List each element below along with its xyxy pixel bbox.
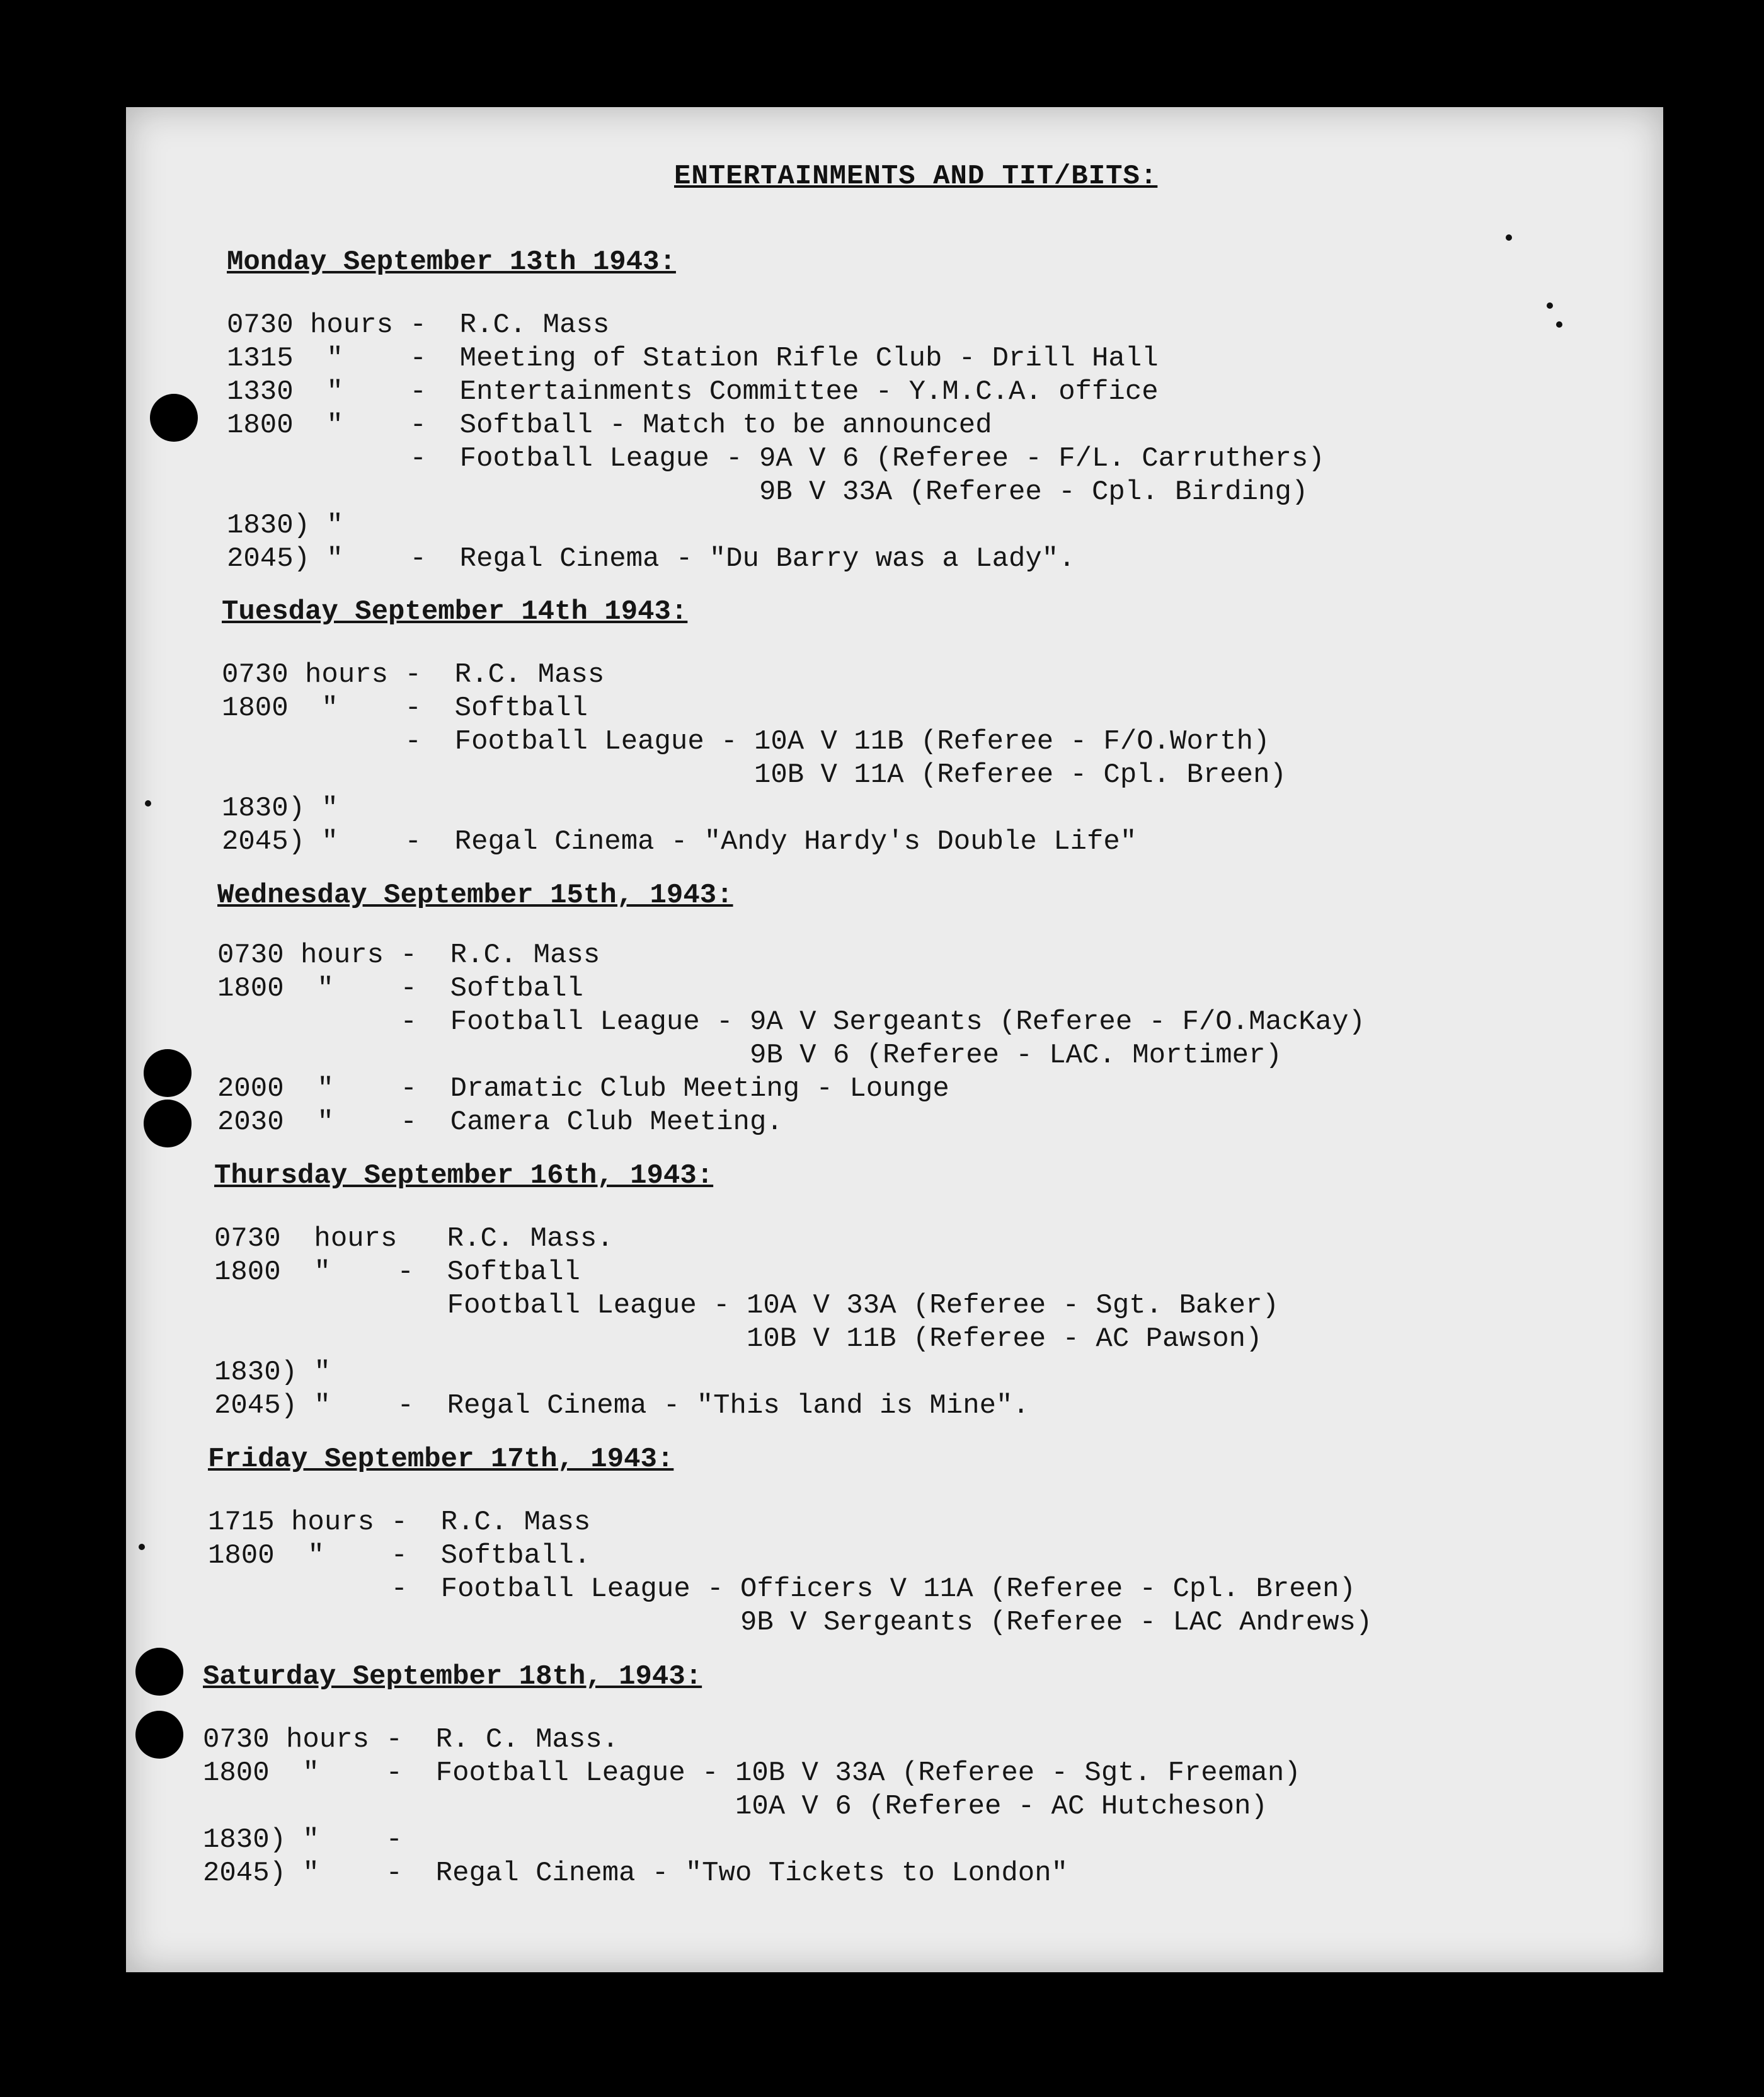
schedule-line: 1800 " - Softball. (208, 1540, 591, 1571)
punch-hole (150, 394, 198, 442)
schedule-line: 1800 " - Softball (214, 1256, 580, 1288)
schedule-line: 1800 " - Softball - Match to be announced (227, 410, 992, 441)
schedule-line: - Football League - 9A V Sergeants (Referee - F/O.MacKay) (217, 1006, 1365, 1038)
schedule-line: 0730 hours R.C. Mass. (214, 1223, 614, 1255)
speck (1556, 321, 1562, 328)
schedule-line: 10A V 6 (Referee - AC Hutcheson) (203, 1791, 1268, 1822)
schedule-line: 1800 " - Softball (217, 973, 583, 1004)
schedule-line: 2030 " - Camera Club Meeting. (217, 1106, 783, 1138)
schedule-line: 9B V 6 (Referee - LAC. Mortimer) (217, 1040, 1282, 1071)
schedule-line: 1315 " - Meeting of Station Rifle Club - Drill Hall (227, 343, 1159, 374)
schedule-line: - Football League - 9A V 6 (Referee - F/L. Carruthers) (227, 443, 1325, 474)
schedule-line: 2045) " - Regal Cinema - "Du Barry was a Lady". (227, 543, 1075, 575)
schedule-line: 2000 " - Dramatic Club Meeting - Lounge (217, 1073, 949, 1105)
schedule-line: 1330 " - Entertainments Committee - Y.M.C.A. office (227, 376, 1159, 408)
day-heading-thursday: Thursday September 16th, 1943: (214, 1160, 714, 1192)
schedule-line: 1800 " - Softball (222, 692, 588, 724)
day-heading-saturday: Saturday September 18th, 1943: (203, 1661, 702, 1692)
schedule-line: - Football League - 10A V 11B (Referee - F/O.Worth) (222, 726, 1270, 757)
schedule-line: 0730 hours - R.C. Mass (227, 309, 610, 341)
punch-hole (144, 1100, 192, 1147)
schedule-line: 0730 hours - R.C. Mass (217, 939, 600, 971)
schedule-line: 1800 " - Football League - 10B V 33A (Referee - Sgt. Freeman) (203, 1757, 1301, 1789)
schedule-line: 9B V 33A (Referee - Cpl. Birding) (227, 476, 1309, 508)
schedule-line: 1830) " (214, 1357, 331, 1388)
schedule-line: 9B V Sergeants (Referee - LAC Andrews) (208, 1607, 1373, 1638)
schedule-line: 0730 hours - R.C. Mass (222, 659, 605, 691)
schedule-line: 2045) " - Regal Cinema - "Andy Hardy's Double Life" (222, 826, 1137, 858)
document-title: ENTERTAINMENTS AND TIT/BITS: (674, 161, 1158, 192)
schedule-line: 10B V 11B (Referee - AC Pawson) (214, 1323, 1263, 1355)
schedule-line: 1830) " (227, 510, 343, 541)
schedule-line: 10B V 11A (Referee - Cpl. Breen) (222, 759, 1286, 791)
punch-hole (144, 1049, 192, 1097)
punch-hole (135, 1711, 183, 1759)
speck (1506, 234, 1512, 241)
schedule-line: 2045) " - Regal Cinema - "Two Tickets to London" (203, 1858, 1068, 1889)
speck (1547, 302, 1553, 309)
day-heading-monday: Monday September 13th 1943: (227, 246, 676, 278)
schedule-line: Football League - 10A V 33A (Referee - Sgt. Baker) (214, 1290, 1279, 1321)
speck (139, 1544, 145, 1550)
schedule-line: 1830) " - (203, 1824, 403, 1856)
punch-hole (135, 1648, 183, 1696)
schedule-line: 1830) " (222, 793, 338, 824)
day-heading-friday: Friday September 17th, 1943: (208, 1444, 674, 1475)
schedule-line: 1715 hours - R.C. Mass (208, 1507, 591, 1538)
day-heading-wednesday: Wednesday September 15th, 1943: (217, 880, 733, 911)
schedule-line: - Football League - Officers V 11A (Referee - Cpl. Breen) (208, 1573, 1356, 1605)
day-heading-tuesday: Tuesday September 14th 1943: (222, 596, 688, 628)
speck (145, 800, 151, 807)
schedule-line: 0730 hours - R. C. Mass. (203, 1724, 619, 1755)
schedule-line: 2045) " - Regal Cinema - "This land is Mine". (214, 1390, 1029, 1422)
